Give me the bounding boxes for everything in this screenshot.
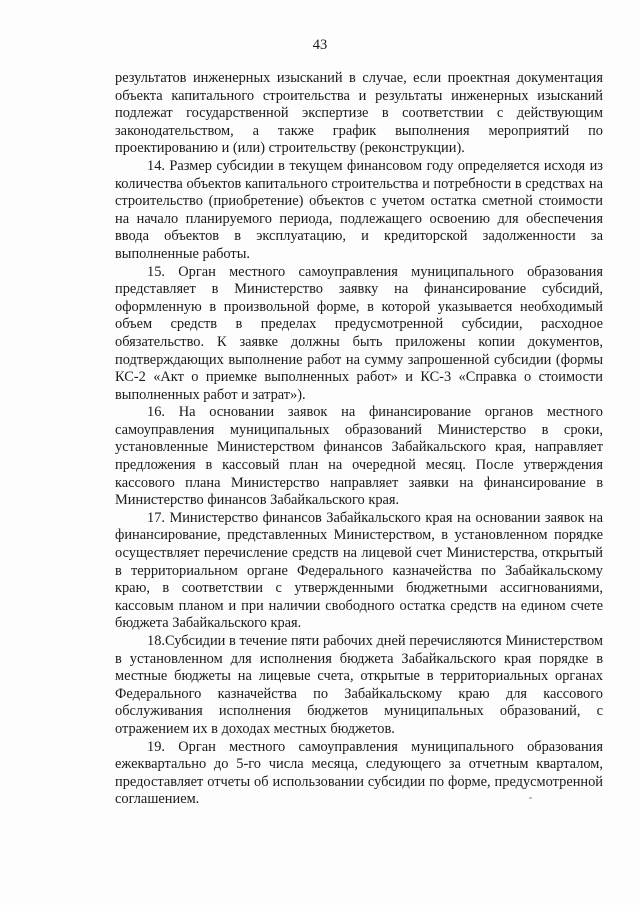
paragraph-15: 15. Орган местного самоуправления муниципального образования представляет в Министерство заявку на финансирование субсидий, оформленную в произвольной форме, в которой указывается необходимый объем средств в пределах предусмотренной субсидии, расходное обязательство. К заявке должны быть приложены копии документов, подтверждающих выполнение работ на сумму запрошенной субсидии (формы КС-2 «Акт о приемке выполненных работ» и КС-3 «Справка о стоимости выполненных работ и затрат»). xyxy=(115,263,603,403)
paragraph-18: 18.Субсидии в течение пяти рабочих дней перечисляются Министерством в установленном для исполнения бюджета Забайкальского края порядке в местные бюджеты на лицевые счета, открытые в территориальных органах Федерального казначейства по Забайкальскому краю для кассового обслуживания исполнения бюджетов муниципальных образований, с отражением их в доходах местных бюджетов. xyxy=(115,633,603,737)
scan-speck xyxy=(529,797,532,799)
page-number: 43 xyxy=(312,37,328,53)
paragraph-17: 17. Министерство финансов Забайкальского края на основании заявок на финансирование, представленных Министерством, в установленном порядке осуществляет перечисление средств на лицевой счет Министерства, открытый в территориальном органе Федерального казначейства по Забайкальскому краю, в соответствии с утвержденными бюджетными ассигнованиями, кассовым планом и при наличии свободного остатка средств на едином счете бюджета Забайкальского края. xyxy=(115,509,603,632)
paragraph-19: 19. Орган местного самоуправления муниципального образования ежеквартально до 5-го числа месяца, следующего за отчетным кварталом, предоставляет отчеты об использовании субсидии по форме, предусмотренной соглашением. xyxy=(115,738,603,808)
paragraph-13-continuation: результатов инженерных изысканий в случае, если проектная документация объекта капитального строительства и результаты инженерных изысканий подлежат государственной экспертизе в соответствии с действующим законодательством, а также график выполнения мероприятий по проектированию и (или) строительству (реконструкции). xyxy=(115,70,603,157)
paragraph-14: 14. Размер субсидии в текущем финансовом году определяется исходя из количества объектов капитального строительства и потребности в средствах на строительство (приобретение) объектов с учетом остатка сметной стоимости на начало планируемого периода, подлежащего освоению для обеспечения ввода объектов в эксплуатацию, и кредиторской задолженности за выполненные работы. xyxy=(115,157,603,262)
paragraph-16: 16. На основании заявок на финансирование органов местного самоуправления муниципальных образований Министерство в сроки, установленные Министерством финансов Забайкальского края, направляет предложения в кассовый план на очередной месяц. После утверждения кассового плана Министерство направляет заявки на финансирование в Министерство финансов Забайкальского края. xyxy=(115,404,603,509)
document-body xyxy=(115,70,603,809)
